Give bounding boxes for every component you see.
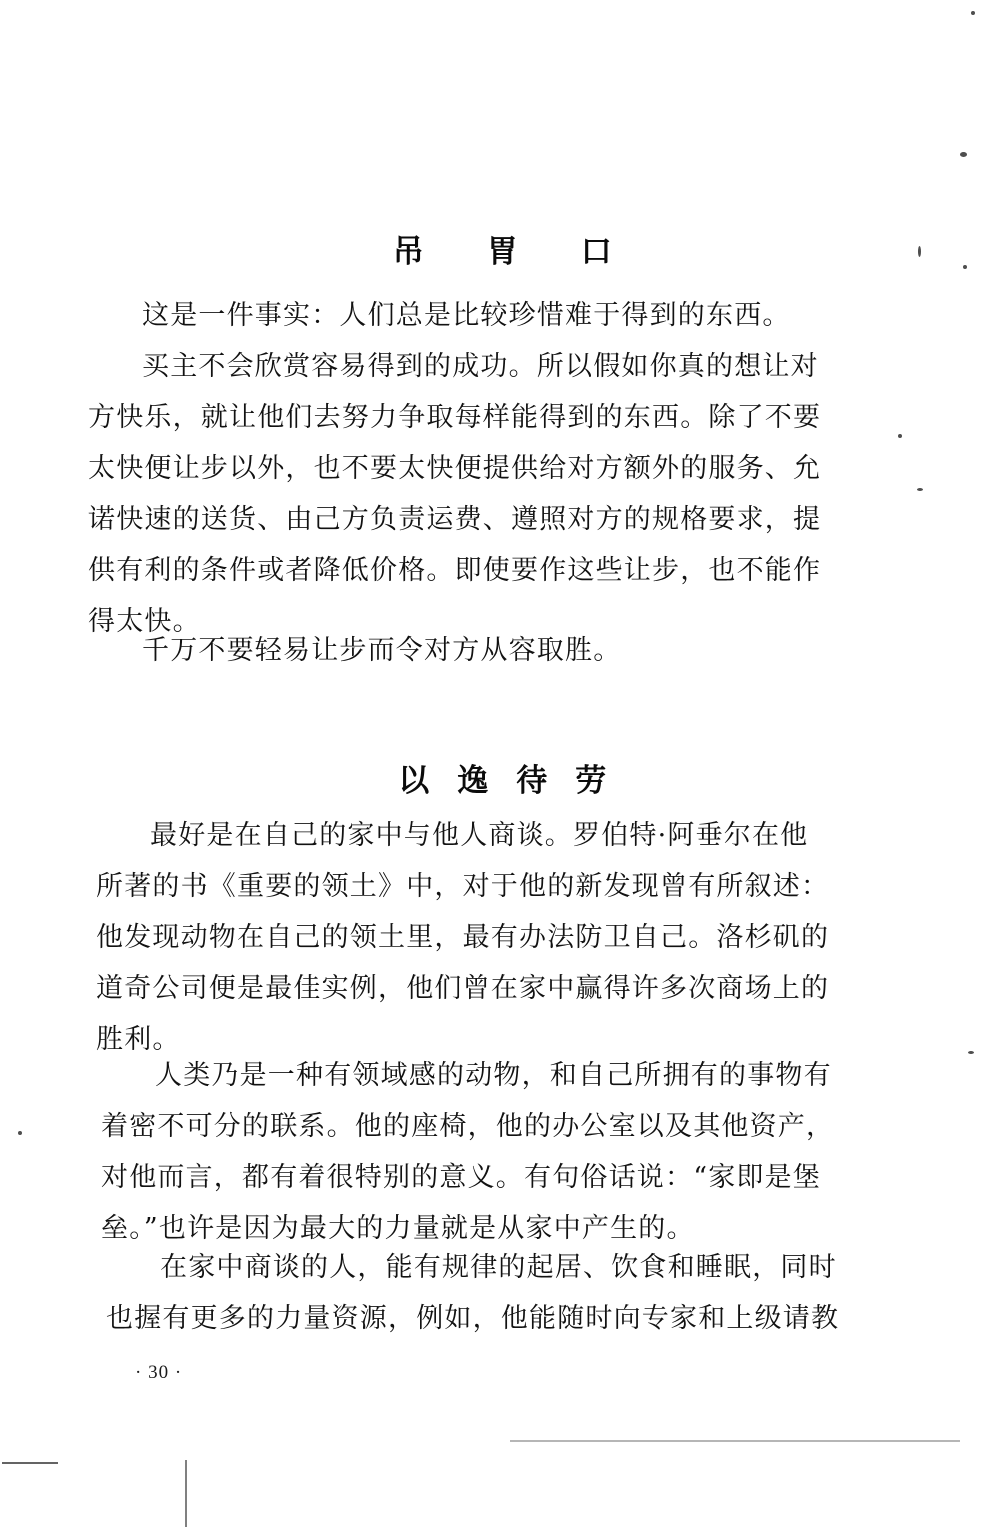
section-2-paragraph-1 bbox=[0, 810, 1005, 1065]
text-line: 他发现动物在自己的领土里，最有办法防卫自己。洛杉矶的 bbox=[96, 922, 830, 953]
text-line: 买主不会欣赏容易得到的成功。所以假如你真的想让对 bbox=[142, 351, 819, 382]
scan-mark bbox=[2, 1462, 58, 1464]
text-line: 在家中商谈的人，能有规律的起居、饮食和睡眠，同时 bbox=[160, 1252, 837, 1283]
scan-speck bbox=[971, 11, 975, 15]
section-title-2 bbox=[0, 755, 1005, 800]
title-char: 以 bbox=[398, 762, 430, 799]
text-line: 着密不可分的联系。他的座椅，他的办公室以及其他资产， bbox=[101, 1111, 835, 1142]
scan-speck bbox=[898, 434, 902, 438]
text-line: 也握有更多的力量资源，例如，他能随时向专家和上级请教 bbox=[106, 1303, 840, 1334]
scan-speck bbox=[918, 246, 921, 257]
title-char: 胃 bbox=[486, 233, 519, 270]
scan-edge-line bbox=[510, 1440, 960, 1442]
scan-stub-mark bbox=[185, 1460, 187, 1527]
section-title-1 bbox=[0, 226, 1005, 271]
section-1-paragraph-1 bbox=[0, 290, 1005, 341]
scan-speck bbox=[963, 265, 967, 269]
page-number: · 30 · bbox=[135, 1362, 183, 1383]
text-line: 道奇公司便是最佳实例，他们曾在家中赢得许多次商场上的 bbox=[96, 973, 830, 1004]
title-char: 劳 bbox=[575, 762, 607, 799]
text-line: 太快便让步以外，也不要太快便提供给对方额外的服务、允 bbox=[88, 453, 822, 484]
section-2-paragraph-3 bbox=[0, 1242, 1005, 1344]
text-line: 人类乃是一种有领域感的动物，和自己所拥有的事物有 bbox=[155, 1060, 832, 1091]
text-line: 诺快速的送货、由己方负责运费、遵照对方的规格要求，提 bbox=[88, 504, 822, 535]
title-char: 逸 bbox=[457, 762, 489, 799]
section-2-paragraph-2 bbox=[0, 1050, 1005, 1254]
scan-speck bbox=[917, 488, 923, 491]
scan-speck bbox=[960, 152, 967, 157]
scan-speck bbox=[968, 1051, 974, 1054]
text-line: 所著的书《重要的领土》中，对于他的新发现曾有所叙述： bbox=[96, 871, 830, 902]
text-line: 方快乐，就让他们去努力争取每样能得到的东西。除了不要 bbox=[88, 402, 822, 433]
text-line: 对他而言，都有着很特别的意义。有句俗话说：“家即是堡 bbox=[101, 1162, 822, 1193]
text-line: 这是一件事实：人们总是比较珍惜难于得到的东西。 bbox=[142, 300, 791, 331]
text-line: 垒。”也许是因为最大的力量就是从家中产生的。 bbox=[101, 1213, 695, 1244]
text-line: 千万不要轻易让步而令对方从容取胜。 bbox=[142, 635, 622, 666]
section-1-paragraph-3 bbox=[0, 625, 1005, 676]
title-char: 口 bbox=[580, 233, 613, 270]
text-line: 最好是在自己的家中与他人商谈。罗伯特·阿垂尔在他 bbox=[150, 820, 809, 851]
text-line: 胜利。 bbox=[96, 1024, 181, 1055]
section-1-paragraph-2 bbox=[0, 341, 1005, 647]
scan-speck bbox=[18, 1131, 22, 1135]
text-line: 得太快。 bbox=[88, 606, 201, 637]
title-char: 待 bbox=[516, 762, 548, 799]
text-line: 供有利的条件或者降低价格。即使要作这些让步，也不能作 bbox=[88, 555, 822, 586]
title-char: 吊 bbox=[392, 233, 425, 270]
